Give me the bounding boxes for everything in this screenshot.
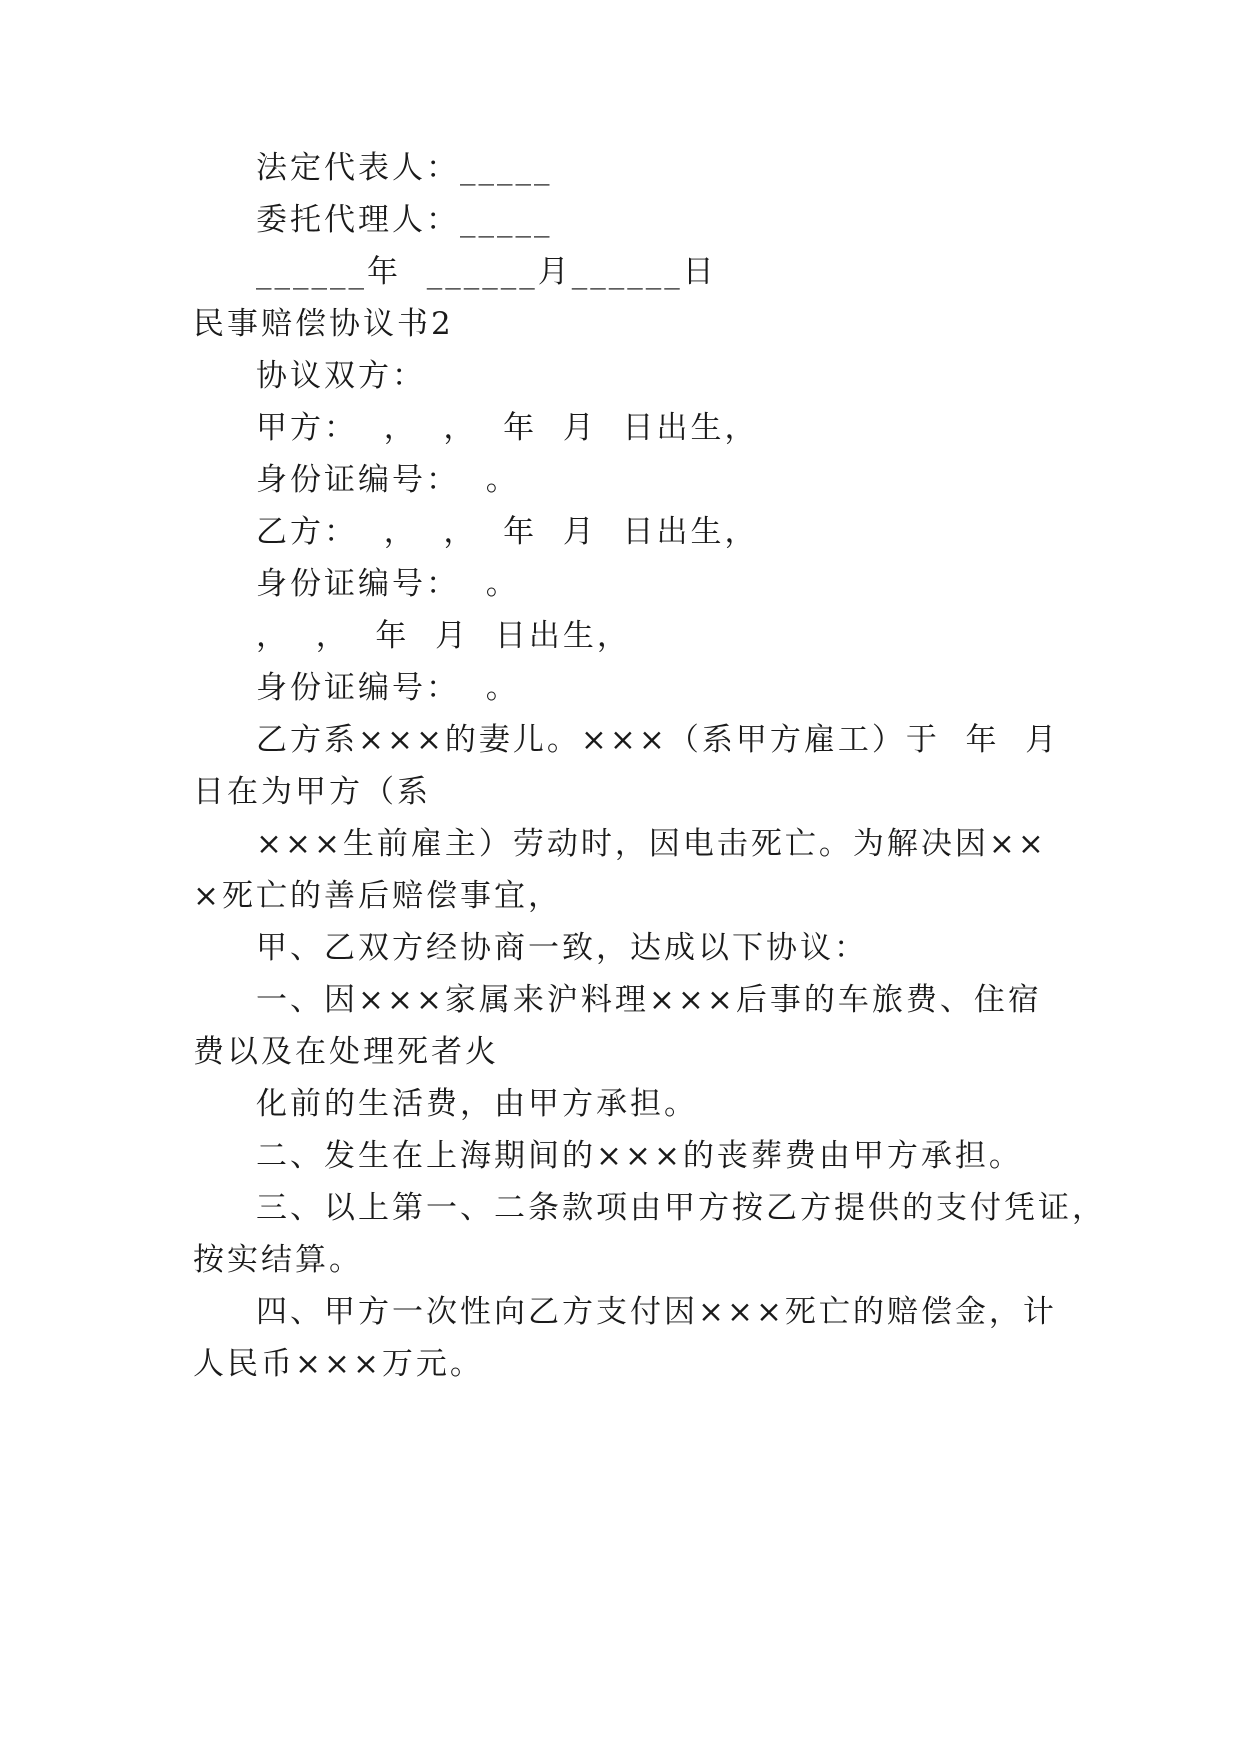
clause-3-line: 按实结算。 (193, 1242, 363, 1278)
legal-representative-line: 法定代表人：_____ (256, 150, 553, 186)
clause-4-line: 人民币×××万元。 (193, 1346, 484, 1382)
clause-1-line: 费以及在处理死者火 (193, 1034, 499, 1070)
party-a-id-line: 身份证编号： 。 (256, 462, 520, 498)
document-title: 民事赔偿协议书2 (193, 306, 454, 342)
party-b-id-line: 身份证编号： 。 (256, 566, 520, 602)
paragraph-line: 日在为甲方（系 (193, 774, 431, 810)
date-line: ______年 ______月______日 (256, 254, 717, 290)
third-party-line: ， ， 年 月 日出生， (256, 618, 631, 654)
clause-2-line: 二、发生在上海期间的×××的丧葬费由甲方承担。 (256, 1138, 1023, 1174)
party-a-line: 甲方： ， ， 年 月 日出生， (256, 410, 759, 446)
parties-heading: 协议双方： (256, 358, 426, 394)
paragraph-line: ×死亡的善后赔偿事宜， (193, 878, 562, 914)
third-party-id-line: 身份证编号： 。 (256, 670, 520, 706)
clause-1-line: 一、因×××家属来沪料理×××后事的车旅费、住宿 (256, 982, 1042, 1018)
clause-3-line: 三、以上第一、二条款项由甲方按乙方提供的支付凭证， (256, 1190, 1106, 1226)
agreement-intro-line: 甲、乙双方经协商一致，达成以下协议： (256, 930, 868, 966)
authorized-agent-line: 委托代理人：_____ (256, 202, 553, 238)
party-b-line: 乙方： ， ， 年 月 日出生， (256, 514, 759, 550)
paragraph-line: ×××生前雇主）劳动时，因电击死亡。为解决因×× (256, 826, 1047, 862)
clause-4-line: 四、甲方一次性向乙方支付因×××死亡的赔偿金，计 (256, 1294, 1057, 1330)
paragraph-line: 乙方系×××的妻儿。×××（系甲方雇工）于 年 月 (256, 722, 1060, 758)
clause-1-line: 化前的生活费，由甲方承担。 (256, 1086, 698, 1122)
